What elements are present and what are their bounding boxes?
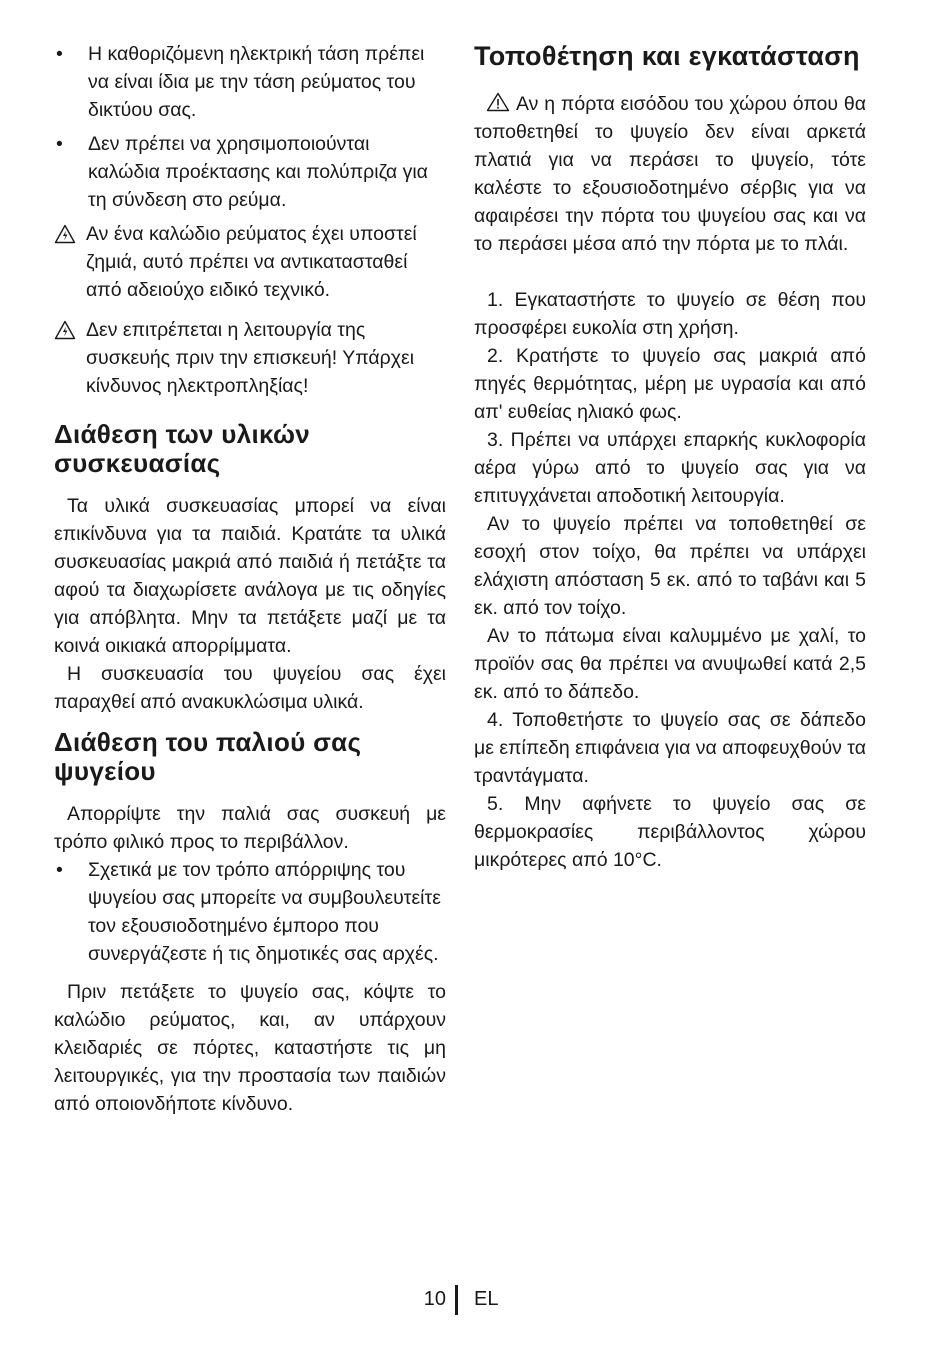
bullet-icon: • — [56, 43, 63, 65]
section-heading-packaging: Διάθεση των υλικών συσκευασίας — [54, 419, 310, 478]
right-column — [474, 40, 866, 874]
bullet-item — [54, 40, 446, 124]
left-column — [54, 40, 446, 1118]
old-fridge-paragraph: Απορρίψτε την παλιά σας συσκευή με τρόπο φιλικό προς το περιβάλλον. — [54, 803, 446, 853]
note-paragraph: Αν το πάτωμα είναι καλυμμένο με χαλί, το προϊόν σας θα πρέπει να ανυψωθεί κατά 2,5 εκ. από το δάπεδο. — [474, 625, 866, 703]
bullet-text: Η καθοριζόμενη ηλεκτρική τάση πρέπει να είναι ίδια με την τάση ρεύματος του δικτύου σας. — [88, 43, 425, 121]
warning-triangle-icon — [486, 92, 510, 112]
bullet-text: Δεν πρέπει να χρησιμοποιούνται καλώδια προέκτασης και πολύπριζα για τη σύνδεση στο ρεύμα. — [88, 133, 428, 211]
footer-divider — [455, 1285, 458, 1315]
warning-triangle-icon — [54, 224, 76, 244]
section-heading-installation: Τοποθέτηση και εγκατάσταση — [474, 41, 860, 71]
note-paragraph: Αν το ψυγείο πρέπει να τοποθετηθεί σε εσοχή στον τοίχο, θα πρέπει να υπάρχει ελάχιστη απόσταση 5 εκ. από το ταβάνι και 5 εκ. από τον τοίχο. — [474, 513, 866, 619]
bullet-icon: • — [56, 859, 63, 881]
bullet-item — [54, 130, 446, 214]
old-fridge-paragraph: Πριν πετάξετε το ψυγείο σας, κόψτε το καλώδιο ρεύματος, και, αν υπάρχουν κλειδαριές σε πόρτες, καταστήστε τις μη λειτουργικές, για την προστασία των παιδιών από οποιονδήποτε κίνδυνο. — [54, 981, 446, 1115]
numbered-item: 2. Κρατήστε το ψυγείο σας μακριά από πηγές θερμότητας, μέρη με υγρασία και από απ' ευθείας ηλιακό φως. — [474, 345, 866, 423]
numbered-item: 1. Εγκαταστήστε το ψυγείο σε θέση που προσφέρει ευκολία στη χρήση. — [474, 289, 866, 339]
warning-triangle-icon — [54, 320, 76, 340]
page-number: 10 — [423, 1288, 446, 1310]
numbered-item: 5. Μην αφήνετε το ψυγείο σας σε θερμοκρασίες περιβάλλοντος χώρου μικρότερες από 10°C. — [474, 793, 866, 871]
bullet-icon: • — [56, 133, 63, 155]
packaging-paragraph: Τα υλικά συσκευασίας μπορεί να είναι επικίνδυνα για τα παιδιά. Κρατάτε τα υλικά συσκευασίας μακριά από παιδιά ή πετάξτε τα αφού τα διαχωρίσετε ανάλογα με τις οδηγίες για απόβλητα. Μην τα πετάξετε μαζί με τα κοινά οικιακά απορρίμματα. — [54, 495, 446, 657]
packaging-paragraph: Η συσκευασία του ψυγείου σας έχει παραχθεί από ανακυκλώσιμα υλικά. — [54, 663, 446, 713]
warning-text: Αν η πόρτα εισόδου του χώρου όπου θα τοποθετηθεί το ψυγείο δεν είναι αρκετά πλατιά για να περάσει το ψυγείο, τότε καλέστε το εξουσιοδοτημένο σέρβις για να αφαιρέσει την πόρτα του ψυγείου σας και να το περάσει μέσα από την πόρτα με το πλάι. — [474, 93, 866, 255]
warning-note — [54, 220, 446, 304]
bullet-item — [54, 856, 446, 968]
bullet-text: Σχετικά με τον τρόπο απόρριψης του ψυγείου σας μπορείτε να συμβουλευτείτε τον εξουσιοδοτημένο έμπορο που συνεργάζεστε ή τις δημοτικές σας αρχές. — [88, 859, 441, 965]
section-heading-old-fridge: Διάθεση του παλιού σας ψυγείου — [54, 727, 362, 786]
numbered-item: 3. Πρέπει να υπάρχει επαρκής κυκλοφορία αέρα γύρω από το ψυγείο σας για να επιτυγχάνεται αποδοτική λειτουργία. — [474, 429, 866, 507]
numbered-item: 4. Τοποθετήστε το ψυγείο σας σε δάπεδο με επίπεδη επιφάνεια για να αποφευχθούν τα τραντάγματα. — [474, 709, 866, 787]
installation-warning — [474, 90, 866, 258]
warning-text: Δεν επιτρέπεται η λειτουργία της συσκευής πριν την επισκευή! Υπάρχει κίνδυνος ηλεκτροπληξίας! — [86, 319, 415, 397]
warning-note — [54, 316, 446, 400]
page-footer — [0, 1285, 950, 1315]
language-code: EL — [474, 1288, 499, 1310]
warning-text: Αν ένα καλώδιο ρεύματος έχει υποστεί ζημιά, αυτό πρέπει να αντικατασταθεί από αδειούχο ειδικό τεχνικό. — [86, 223, 417, 301]
